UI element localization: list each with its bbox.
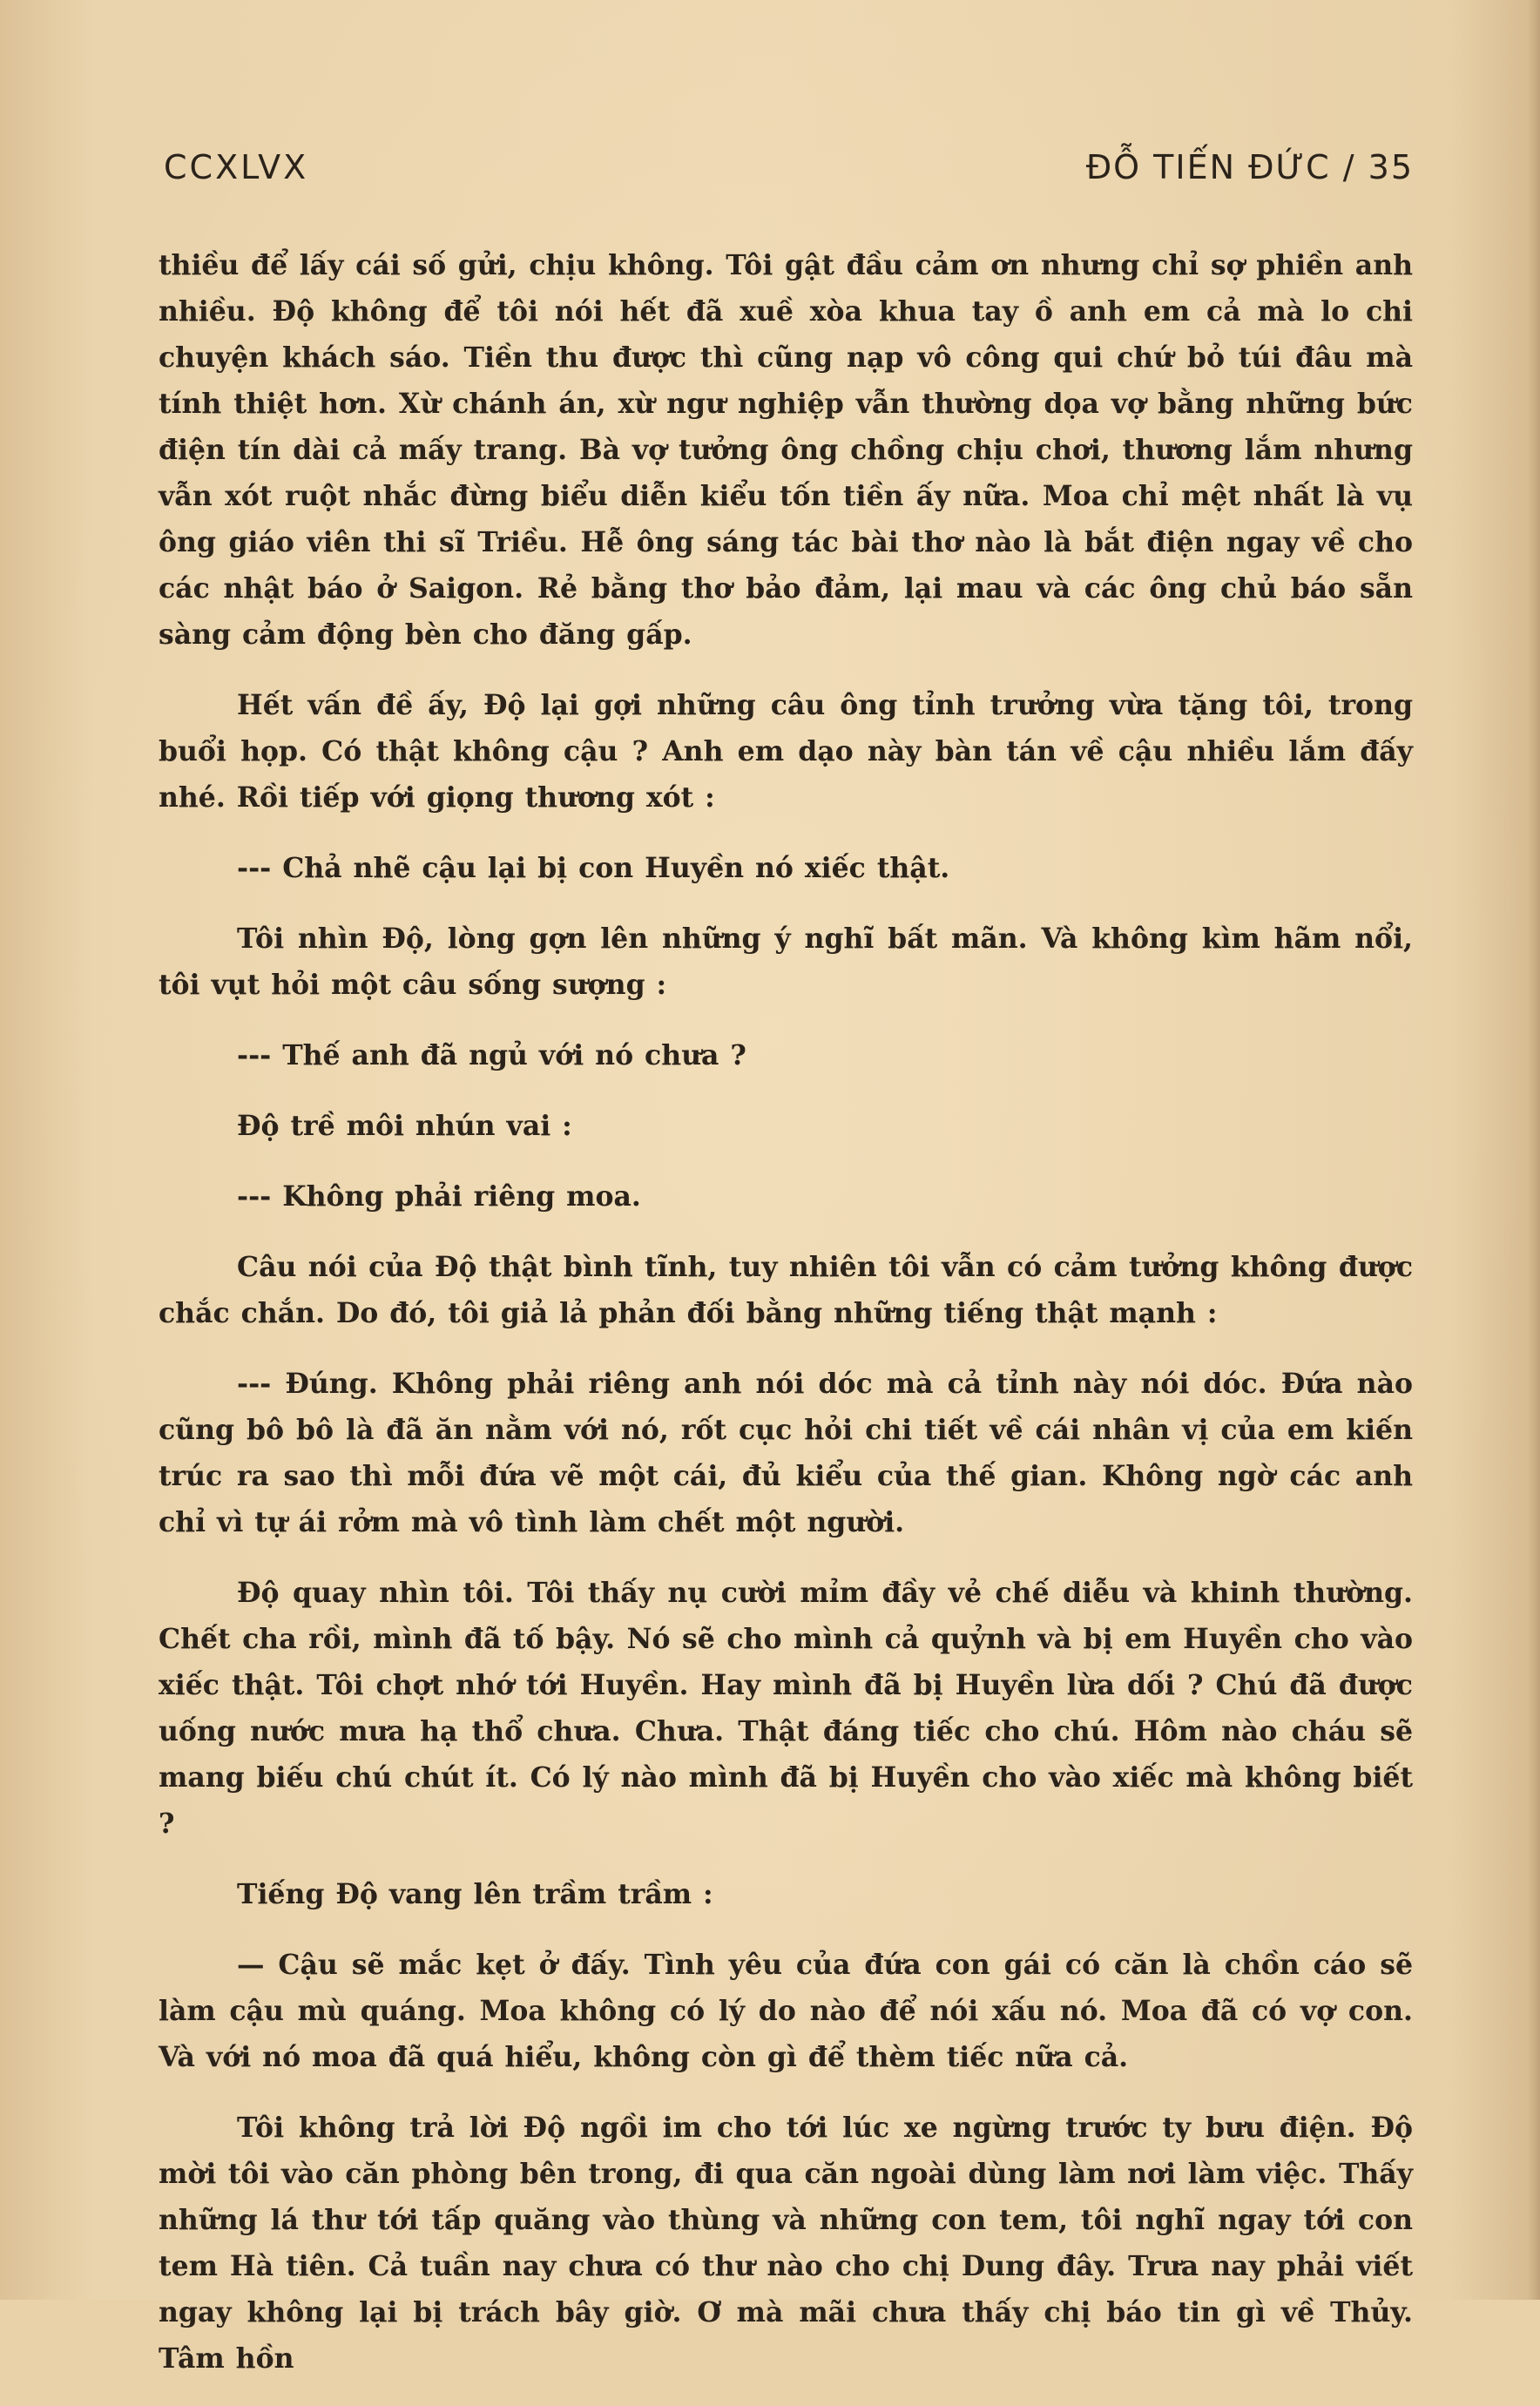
paragraph: thiều để lấy cái số gửi, chịu không. Tôi gật đầu cảm ơn nhưng chỉ sợ phiền anh nhiều. Độ không để tôi nói hết đã xuề xòa khua tay ồ anh em cả mà lo chi chuyện khách sáo. Tiền thu được thì cũng nạp vô công qui chứ bỏ túi đâu mà tính thiệt hơn. Xừ chánh án, xừ ngư nghiệp vẫn thường dọa vợ bằng những bức điện tín dài cả mấy trang. Bà vợ tưởng ông chồng chịu chơi, thương lắm nhưng vẫn xót ruột nhắc đừng biểu diễn kiểu tốn tiền ấy nữa. Moa chỉ mệt nhất là vụ ông giáo viên thi sĩ Triều. Hễ ông sáng tác bài thơ nào là bắt điện ngay về cho các nhật báo ở Saigon. Rẻ bằng thơ bảo đảm, lại mau và các ông chủ báo sẵn sàng cảm động bèn cho đăng gấp. xyxy=(159,249,1413,651)
paragraph: Độ quay nhìn tôi. Tôi thấy nụ cười mỉm đầy vẻ chế diễu và khinh thường. Chết cha rồi, mình đã tố bậy. Nó sẽ cho mình cả quỷnh và bị em Huyền cho vào xiếc thật. Tôi chợt nhớ tới Huyền. Hay mình đã bị Huyền lừa dối ? Chú đã được uống nước mưa hạ thổ chưa. Chưa. Thật đáng tiếc cho chú. Hôm nào cháu sẽ mang biếu chú chút ít. Có lý nào mình đã bị Huyền cho vào xiếc mà không biết ? xyxy=(159,1577,1413,1840)
page-body xyxy=(159,242,1413,2406)
paragraph: Tiếng Độ vang lên trầm trầm : xyxy=(237,1878,713,1910)
dialogue-line: --- Thế anh đã ngủ với nó chưa ? xyxy=(237,1039,746,1071)
paragraph: Câu nói của Độ thật bình tĩnh, tuy nhiên tôi vẫn có cảm tưởng không được chắc chắn. Do đó, tôi giả lả phản đối bằng những tiếng thật mạnh : xyxy=(159,1251,1413,1329)
paragraph: Độ trề môi nhún vai : xyxy=(237,1110,572,1142)
paragraph: Tôi không trả lời Độ ngồi im cho tới lúc xe ngừng trước ty bưu điện. Độ mời tôi vào căn phòng bên trong, đi qua căn ngoài dùng làm nơi làm việc. Thấy những lá thư tới tấp quăng vào thùng và những con tem, tôi nghĩ ngay tới con tem Hà tiên. Cả tuần nay chưa có thư nào cho chị Dung đây. Trưa nay phải viết ngay không lại bị trách bây giờ. Ơ mà mãi chưa thấy chị báo tin gì về Thủy. Tâm hồn xyxy=(159,2112,1413,2375)
page-code: CCXLVX xyxy=(164,148,309,186)
author-page-number: ĐỖ TIẾN ĐỨC / 35 xyxy=(1085,148,1414,186)
paragraph: Hết vấn đề ấy, Độ lại gợi những câu ông tỉnh trưởng vừa tặng tôi, trong buổi họp. Có thật không cậu ? Anh em dạo này bàn tán về cậu nhiều lắm đấy nhé. Rồi tiếp với giọng thương xót : xyxy=(159,689,1413,814)
dialogue-line: --- Không phải riêng moa. xyxy=(237,1180,641,1213)
running-header xyxy=(164,148,1414,200)
dialogue-line: --- Đúng. Không phải riêng anh nói dóc mà cả tỉnh này nói dóc. Đứa nào cũng bô bô là đã ăn nằm với nó, rốt cục hỏi chi tiết về cái nhân vị của em kiến trúc ra sao thì mỗi đứa vẽ một cái, đủ kiểu của thế gian. Không ngờ các anh chỉ vì tự ái rởm mà vô tình làm chết một người. xyxy=(159,1368,1413,1538)
dialogue-line: --- Chả nhẽ cậu lại bị con Huyền nó xiếc thật. xyxy=(237,852,950,884)
dialogue-line: — Cậu sẽ mắc kẹt ở đấy. Tình yêu của đứa con gái có căn là chồn cáo sẽ làm cậu mù quáng. Moa không có lý do nào để nói xấu nó. Moa đã có vợ con. Và với nó moa đã quá hiểu, không còn gì để thèm tiếc nữa cả. xyxy=(159,1949,1413,2073)
paragraph: Tôi nhìn Độ, lòng gợn lên những ý nghĩ bất mãn. Và không kìm hãm nổi, tôi vụt hỏi một câu sống sượng : xyxy=(159,923,1413,1001)
